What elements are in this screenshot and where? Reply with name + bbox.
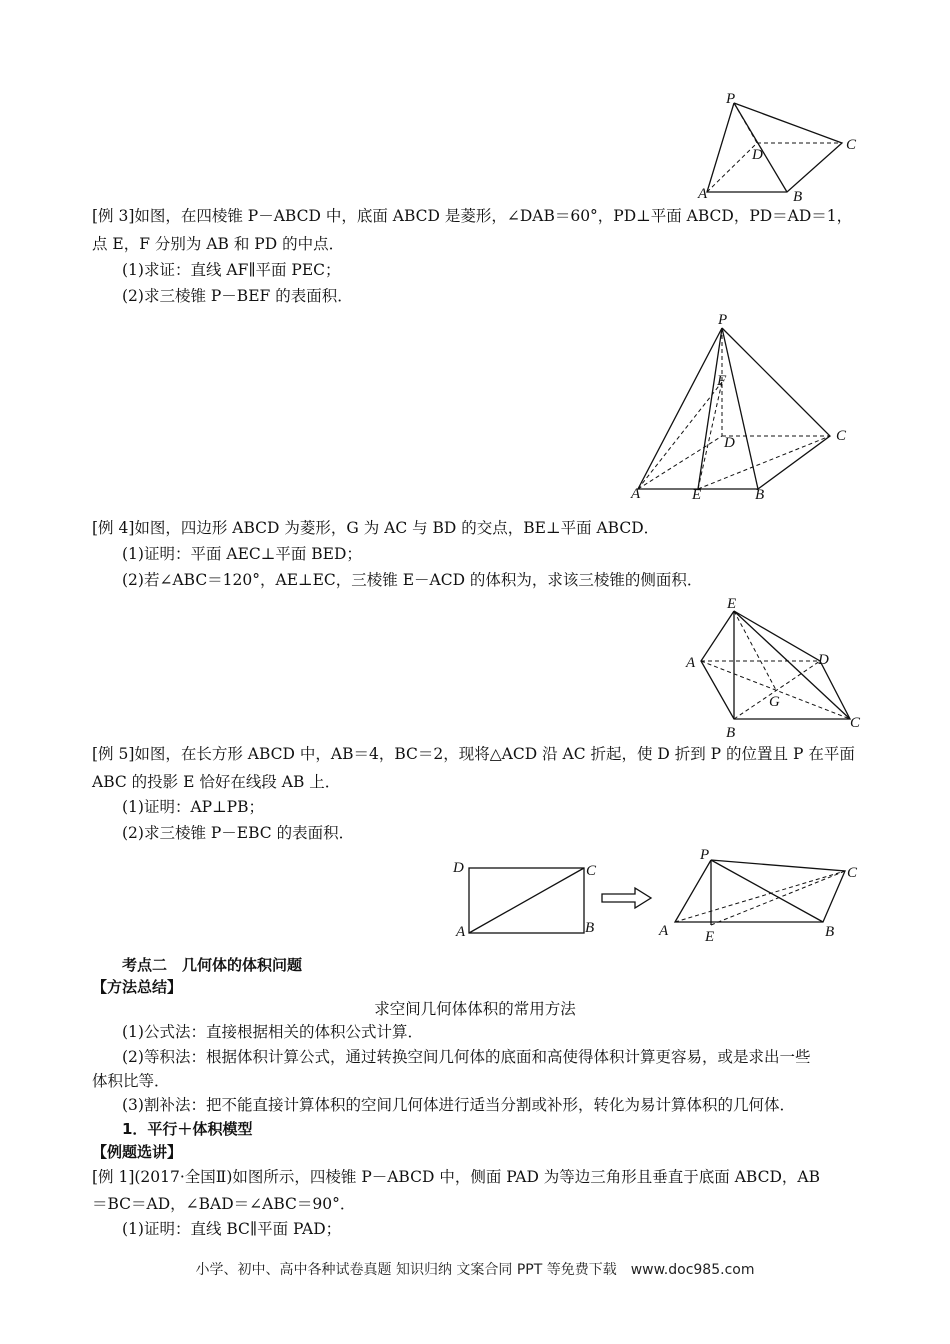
figure-pyramid-1 bbox=[690, 90, 870, 205]
method-title: 求空间几何体体积的常用方法 bbox=[374, 1000, 576, 1018]
label-P: P bbox=[726, 91, 736, 107]
label-P: P bbox=[700, 847, 710, 863]
method-1: (1)公式法：直接根据相关的体积公式计算． bbox=[122, 1023, 423, 1041]
label-A: A bbox=[698, 186, 708, 202]
example5-text-cont: ABC 的投影 E 恰好在线段 AB 上． bbox=[92, 773, 341, 791]
subsection-title: 1．平行＋体积模型 bbox=[122, 1120, 253, 1138]
example1-text-cont: ＝BC＝AD，∠BAD＝∠ABC＝90°． bbox=[92, 1195, 356, 1213]
label-C: C bbox=[847, 865, 858, 881]
label-C: C bbox=[850, 715, 861, 731]
method-3: (3)割补法：把不能直接计算体积的空间几何体进行适当分割或补形，转化为易计算体积的几何体． bbox=[122, 1096, 795, 1114]
label-B: B bbox=[726, 725, 736, 741]
label-E: E bbox=[692, 487, 702, 503]
label-C: C bbox=[836, 428, 847, 444]
method-heading: 【方法总结】 bbox=[92, 978, 183, 996]
example5-text: [例 5]如图，在长方形 ABCD 中，AB＝4，BC＝2，现将△ACD 沿 AC 折起，使 D 折到 P 的位置且 P 在平面 bbox=[92, 745, 855, 763]
example3-text-cont: 点 E，F 分别为 AB 和 PD 的中点． bbox=[92, 235, 345, 253]
label-D: D bbox=[752, 147, 763, 163]
label-D: D bbox=[453, 860, 464, 876]
footer-banner[interactable]: 小学、初中、高中各种试卷真题 知识归纳 文案合同 PPT 等免费下载 www.doc985.com bbox=[195, 1262, 755, 1278]
label-A: A bbox=[456, 924, 466, 940]
label-D: D bbox=[818, 652, 829, 668]
label-D: D bbox=[724, 435, 735, 451]
example1-q1: (1)证明：直线 BC∥平面 PAD； bbox=[122, 1220, 342, 1238]
arrow-icon bbox=[602, 888, 651, 908]
section-title: 考点二 几何体的体积问题 bbox=[122, 956, 303, 974]
label-A: A bbox=[631, 486, 641, 502]
label-B: B bbox=[585, 920, 595, 936]
method-2-cont: 体积比等． bbox=[92, 1072, 170, 1090]
label-G: G bbox=[769, 694, 780, 710]
figure-fold bbox=[445, 845, 875, 950]
example5-q2: (2)求三棱锥 P－EBC 的表面积． bbox=[122, 824, 355, 842]
label-C: C bbox=[846, 137, 857, 153]
label-A: A bbox=[686, 655, 696, 671]
label-P: P bbox=[718, 312, 728, 328]
examples-heading: 【例题选讲】 bbox=[92, 1143, 183, 1161]
example4-text: [例 4]如图，四边形 ABCD 为菱形，G 为 AC 与 BD 的交点，BE⊥平面 ABCD． bbox=[92, 519, 660, 537]
label-E: E bbox=[705, 929, 715, 945]
label-F: F bbox=[717, 373, 727, 389]
label-E: E bbox=[727, 596, 737, 612]
figure-pyramid-2 bbox=[625, 308, 865, 508]
label-B: B bbox=[825, 924, 835, 940]
method-2: (2)等积法：根据体积计算公式，通过转换空间几何体的底面和高使得体积计算更容易，或是求出一些 bbox=[122, 1048, 811, 1066]
label-B: B bbox=[793, 189, 803, 205]
example4-q1: (1)证明：平面 AEC⊥平面 BED； bbox=[122, 545, 362, 563]
label-A: A bbox=[659, 923, 669, 939]
example4-q2: (2)若∠ABC＝120°，AE⊥EC，三棱锥 E－ACD 的体积为，求该三棱锥的侧面积． bbox=[122, 571, 703, 589]
label-B: B bbox=[755, 487, 765, 503]
example5-q1: (1)证明：AP⊥PB； bbox=[122, 798, 264, 816]
example3-q1: (1)求证：直线 AF∥平面 PEC； bbox=[122, 261, 341, 279]
figure-pyramid-3 bbox=[680, 595, 870, 741]
label-C: C bbox=[586, 863, 597, 879]
example1-text: [例 1](2017·全国Ⅱ)如图所示，四棱锥 P－ABCD 中，侧面 PAD 为等边三角形且垂直于底面 ABCD，AB bbox=[92, 1168, 820, 1186]
example3-text: [例 3]如图，在四棱锥 P－ABCD 中，底面 ABCD 是菱形，∠DAB＝60°，PD⊥平面 ABCD，PD＝AD＝1， bbox=[92, 207, 853, 225]
example3-q2: (2)求三棱锥 P－BEF 的表面积． bbox=[122, 287, 353, 305]
